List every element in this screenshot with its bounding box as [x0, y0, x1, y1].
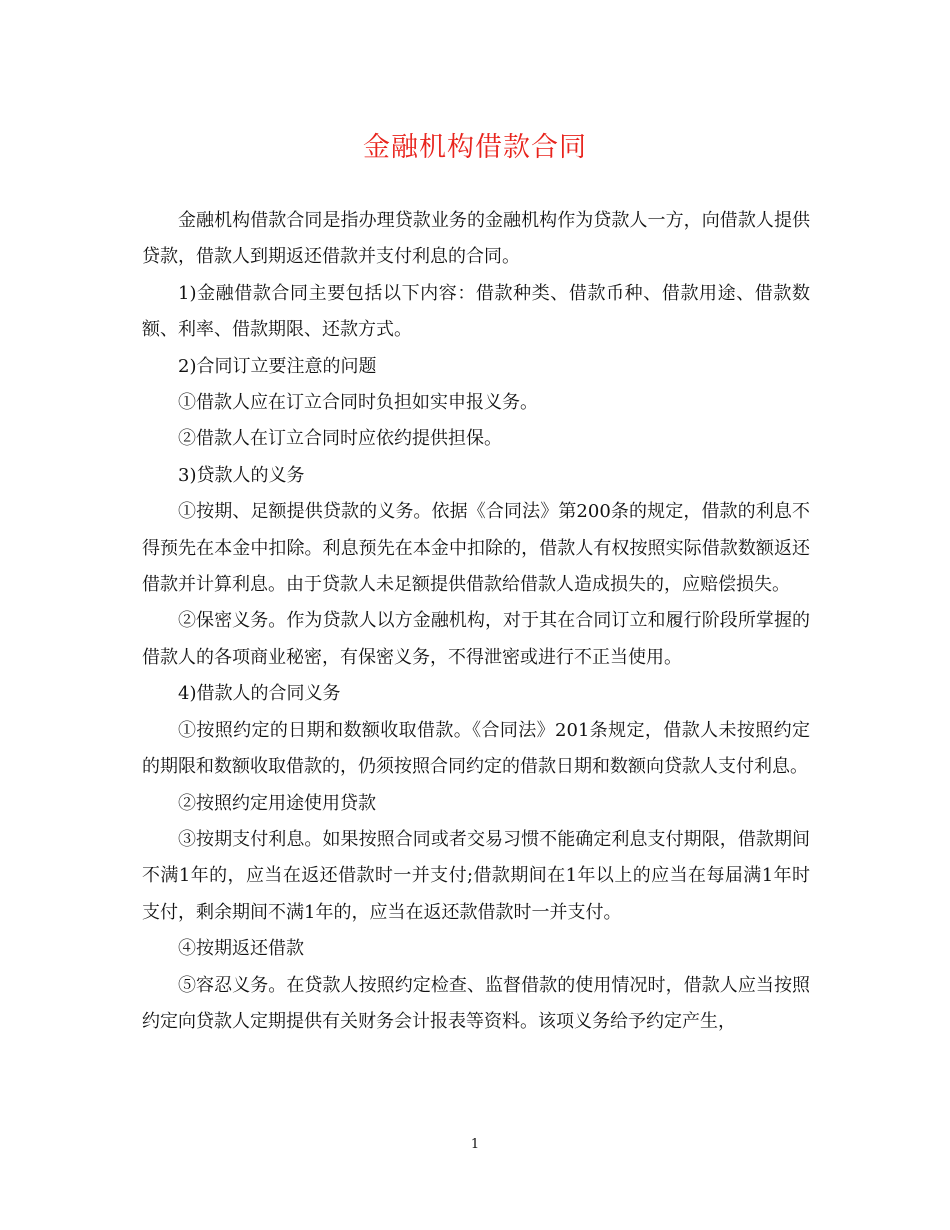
paragraph-section-3-item-2: ②保密义务。作为贷款人以方金融机构，对于其在合同订立和履行阶段所掌握的借款人的各项商业秘密，有保密义务，不得泄密或进行不正当使用。 — [142, 610, 810, 668]
paragraph-section-4-heading: 4)借款人的合同义务 — [178, 683, 341, 705]
paragraph-section-3-item-1: ①按期、足额提供贷款的义务。依据《合同法》第200条的规定，借款的利息不得预先在本金中扣除。利息预先在本金中扣除的，借款人有权按照实际借款数额返还借款并计算利息。由于贷款人未足额提供借款给借款人造成损失的，应赔偿损失。 — [142, 501, 810, 596]
document-body — [142, 203, 810, 1040]
paragraph-section-4-item-4: ④按期返还借款 — [178, 938, 304, 960]
paragraph-section-4-item-3: ③按期支付利息。如果按照合同或者交易习惯不能确定利息支付期限，借款期间不满1年的，应当在返还借款时一并支付;借款期间在1年以上的应当在每届满1年时支付，剩余期间不满1年的，应当在返还款借款时一并支付。 — [142, 828, 810, 923]
page-number: 1 — [470, 1137, 480, 1152]
paragraph-section-2-item-2: ②借款人在订立合同时应依约提供担保。 — [178, 428, 502, 450]
paragraph-section-1: 1)金融借款合同主要包括以下内容：借款种类、借款币种、借款用途、借款数额、利率、借款期限、还款方式。 — [142, 282, 810, 341]
paragraph-section-4-item-5: ⑤容忍义务。在贷款人按照约定检查、监督借款的使用情况时，借款人应当按照约定向贷款人定期提供有关财务会计报表等资料。该项义务给予约定产生， — [142, 974, 810, 1032]
document-title: 金融机构借款合同 — [363, 132, 587, 163]
paragraph-intro: 金融机构借款合同是指办理贷款业务的金融机构作为贷款人一方，向借款人提供贷款，借款人到期返还借款并支付利息的合同。 — [142, 210, 810, 268]
paragraph-section-4-item-1: ①按照约定的日期和数额收取借款。《合同法》201条规定，借款人未按照约定的期限和数额收取借款的，仍须按照合同约定的借款日期和数额向贷款人支付利息。 — [142, 719, 810, 778]
paragraph-section-3-heading: 3)贷款人的义务 — [178, 464, 305, 486]
paragraph-section-2-item-1: ①借款人应在订立合同时负担如实申报义务。 — [178, 392, 538, 414]
paragraph-section-2-heading: 2)合同订立要注意的问题 — [178, 355, 377, 377]
paragraph-section-4-item-2: ②按照约定用途使用贷款 — [178, 792, 376, 814]
